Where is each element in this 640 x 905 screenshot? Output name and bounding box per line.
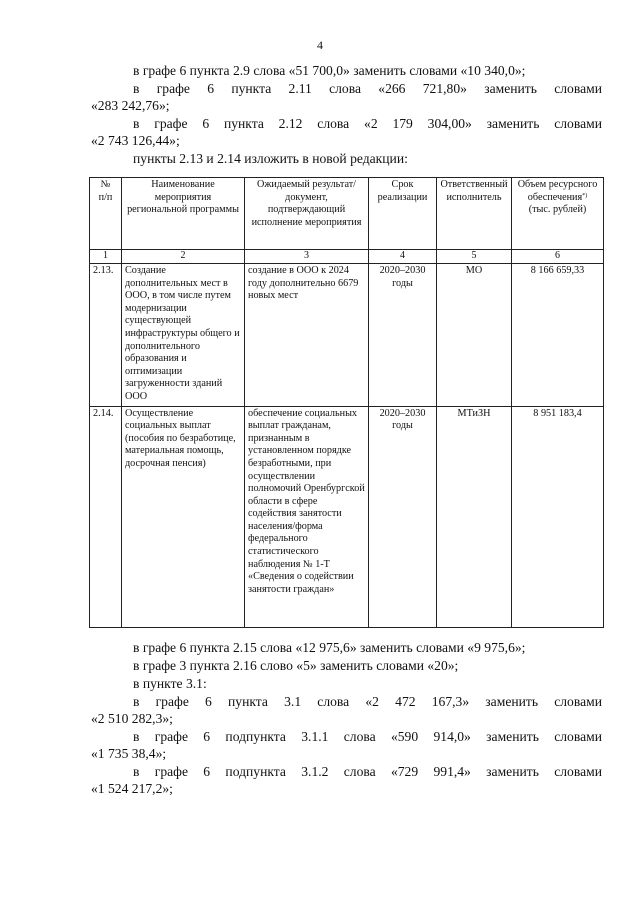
- intro-line-2: в графе 6 пункта 2.11 слова «266 721,80» заменить словами: [133, 81, 602, 96]
- header-term: Срок реализации: [369, 178, 437, 250]
- outro-line-3: в пункте 3.1:: [133, 676, 207, 691]
- row-term: 2020–2030 годы: [369, 406, 437, 627]
- row-executor: МТиЗН: [437, 406, 512, 627]
- outro-line-1: в графе 6 пункта 2.15 слова «12 975,6» заменить словами «9 975,6»;: [133, 640, 526, 655]
- row-number: 2.13.: [90, 264, 122, 407]
- column-number-row: [90, 250, 604, 264]
- row-name: Осуществление социальных выплат (пособия по безработице, материальная помощь, досрочная пенсия): [122, 406, 245, 627]
- footnote-mark: *): [582, 192, 588, 199]
- header-amount: Объем ресурсного обеспечения*) (тыс. рублей): [512, 178, 604, 250]
- column-number: 5: [437, 250, 512, 264]
- intro-line-1: в графе 6 пункта 2.9 слова «51 700,0» заменить словами «10 340,0»;: [133, 63, 526, 78]
- table-row: [90, 264, 604, 407]
- outro-line-6: в графе 6 подпункта 3.1.2 слова «729 991,4» заменить словами: [133, 764, 602, 779]
- row-name: Создание дополнительных мест в ООО, в том числе путем модернизации существующей инфраструктуры общего и дополнительного образования и оптимизации загруженности зданий ООО: [122, 264, 245, 407]
- outro-line-4: в графе 6 пункта 3.1 слова «2 472 167,3» заменить словами: [133, 694, 602, 709]
- row-result: обеспечение социальных выплат гражданам, признанным в установленном порядке безработными, при осуществлении полномочий Оренбургской области в сфере содействия занятости населения/форма федерального статистического наблюдения № 1-Т «Сведения о содействии занятости граждан»: [245, 406, 369, 627]
- row-number: 2.14.: [90, 406, 122, 627]
- page-number: 4: [317, 38, 323, 52]
- row-result: создание в ООО к 2024 году дополнительно 6679 новых мест: [245, 264, 369, 407]
- outro-line-5: в графе 6 подпункта 3.1.1 слова «590 914,0» заменить словами: [133, 729, 602, 744]
- outro-line-6-cont: «1 524 217,2»;: [91, 781, 173, 796]
- header-result: Ожидаемый результат/документ, подтверждающий исполнение мероприятия: [245, 178, 369, 250]
- header-num: № п/п: [90, 178, 122, 250]
- column-number: 6: [512, 250, 604, 264]
- program-table: [89, 177, 604, 628]
- outro-line-5-cont: «1 735 38,4»;: [91, 746, 167, 761]
- column-number: 3: [245, 250, 369, 264]
- table-row: [90, 406, 604, 627]
- row-amount: 8 166 659,33: [512, 264, 604, 407]
- intro-line-2-cont: «283 242,76»;: [91, 98, 170, 113]
- intro-line-4: пункты 2.13 и 2.14 изложить в новой редакции:: [133, 151, 408, 166]
- column-number: 2: [122, 250, 245, 264]
- outro-line-4-cont: «2 510 282,3»;: [91, 711, 173, 726]
- row-executor: МО: [437, 264, 512, 407]
- table-header-row: [90, 178, 604, 250]
- intro-line-3-cont: «2 743 126,44»;: [91, 133, 180, 148]
- header-name: Наименование мероприятия региональной программы: [122, 178, 245, 250]
- column-number: 1: [90, 250, 122, 264]
- column-number: 4: [369, 250, 437, 264]
- intro-line-3: в графе 6 пункта 2.12 слова «2 179 304,00» заменить словами: [133, 116, 602, 131]
- row-term: 2020–2030 годы: [369, 264, 437, 407]
- outro-line-2: в графе 3 пункта 2.16 слово «5» заменить словами «20»;: [133, 658, 459, 673]
- header-executor: Ответственный исполнитель: [437, 178, 512, 250]
- row-amount: 8 951 183,4: [512, 406, 604, 627]
